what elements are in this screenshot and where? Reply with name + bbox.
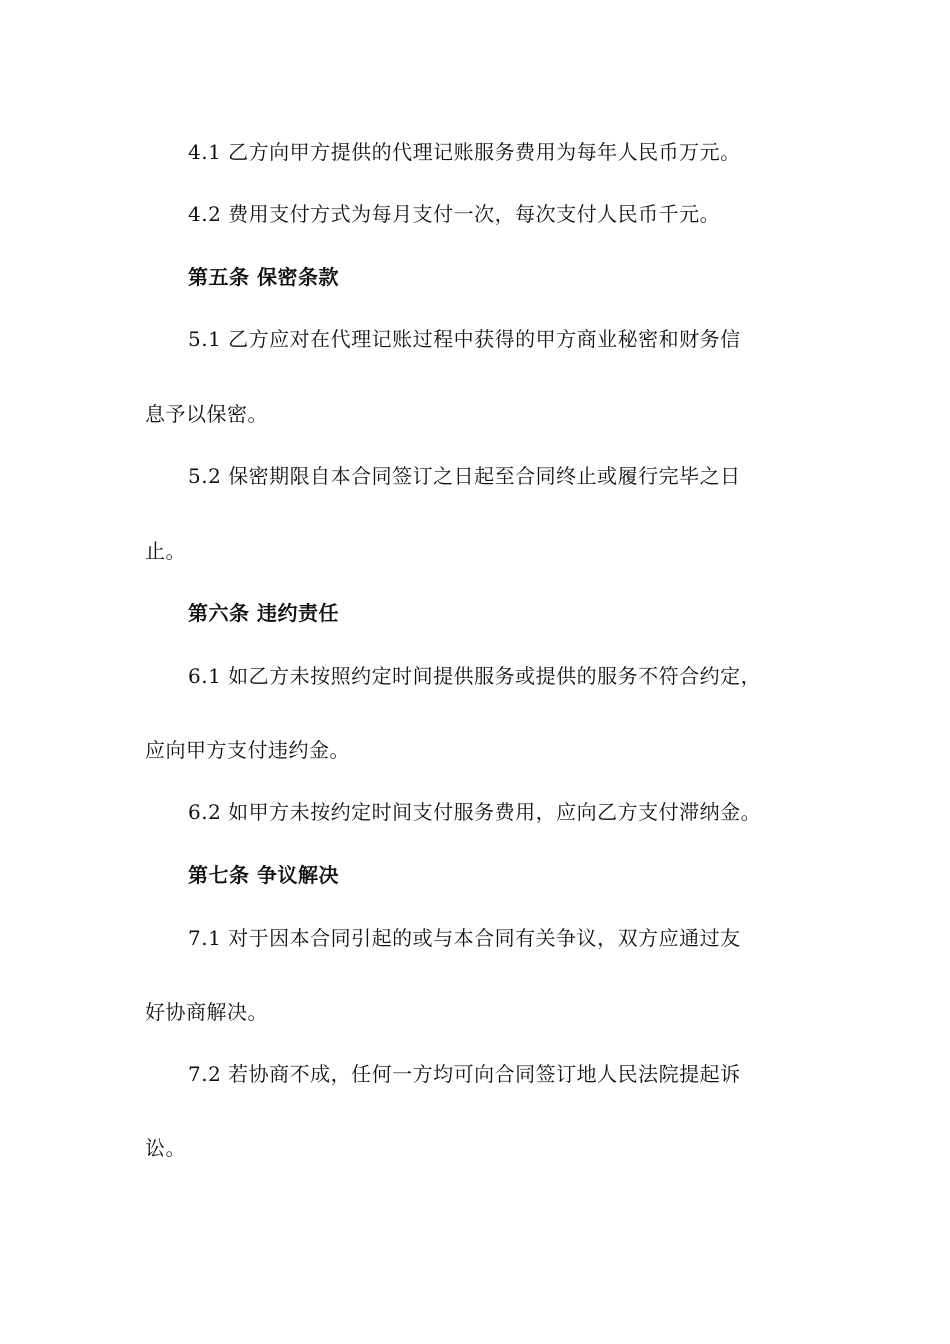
clause-7-2-line-1: 7.2 若协商不成，任何一方均可向合同签订地人民法院提起诉 bbox=[188, 1062, 741, 1086]
article-7-heading: 第七条 争议解决 bbox=[188, 863, 339, 887]
clause-7-1-line-2: 好协商解决。 bbox=[145, 1000, 268, 1024]
clause-7-2-line-2: 讼。 bbox=[145, 1136, 186, 1160]
clause-6-1-line-2: 应向甲方支付违约金。 bbox=[145, 738, 350, 762]
clause-5-2-line-1: 5.2 保密期限自本合同签订之日起至合同终止或履行完毕之日 bbox=[188, 464, 741, 488]
clause-6-1-line-1: 6.1 如乙方未按照约定时间提供服务或提供的服务不符合约定， bbox=[188, 664, 762, 688]
clause-5-1-line-1: 5.1 乙方应对在代理记账过程中获得的甲方商业秘密和财务信 bbox=[188, 327, 741, 351]
clause-6-2: 6.2 如甲方未按约定时间支付服务费用，应向乙方支付滞纳金。 bbox=[188, 800, 762, 824]
clause-4-2: 4.2 费用支付方式为每月支付一次，每次支付人民币千元。 bbox=[188, 202, 721, 226]
clause-7-1-line-1: 7.1 对于因本合同引起的或与本合同有关争议，双方应通过友 bbox=[188, 926, 741, 950]
clause-5-1-line-2: 息予以保密。 bbox=[145, 402, 268, 426]
article-6-heading: 第六条 违约责任 bbox=[188, 601, 339, 625]
clause-5-2-line-2: 止。 bbox=[145, 539, 186, 563]
article-5-heading: 第五条 保密条款 bbox=[188, 265, 339, 289]
clause-4-1: 4.1 乙方向甲方提供的代理记账服务费用为每年人民币万元。 bbox=[188, 140, 741, 164]
